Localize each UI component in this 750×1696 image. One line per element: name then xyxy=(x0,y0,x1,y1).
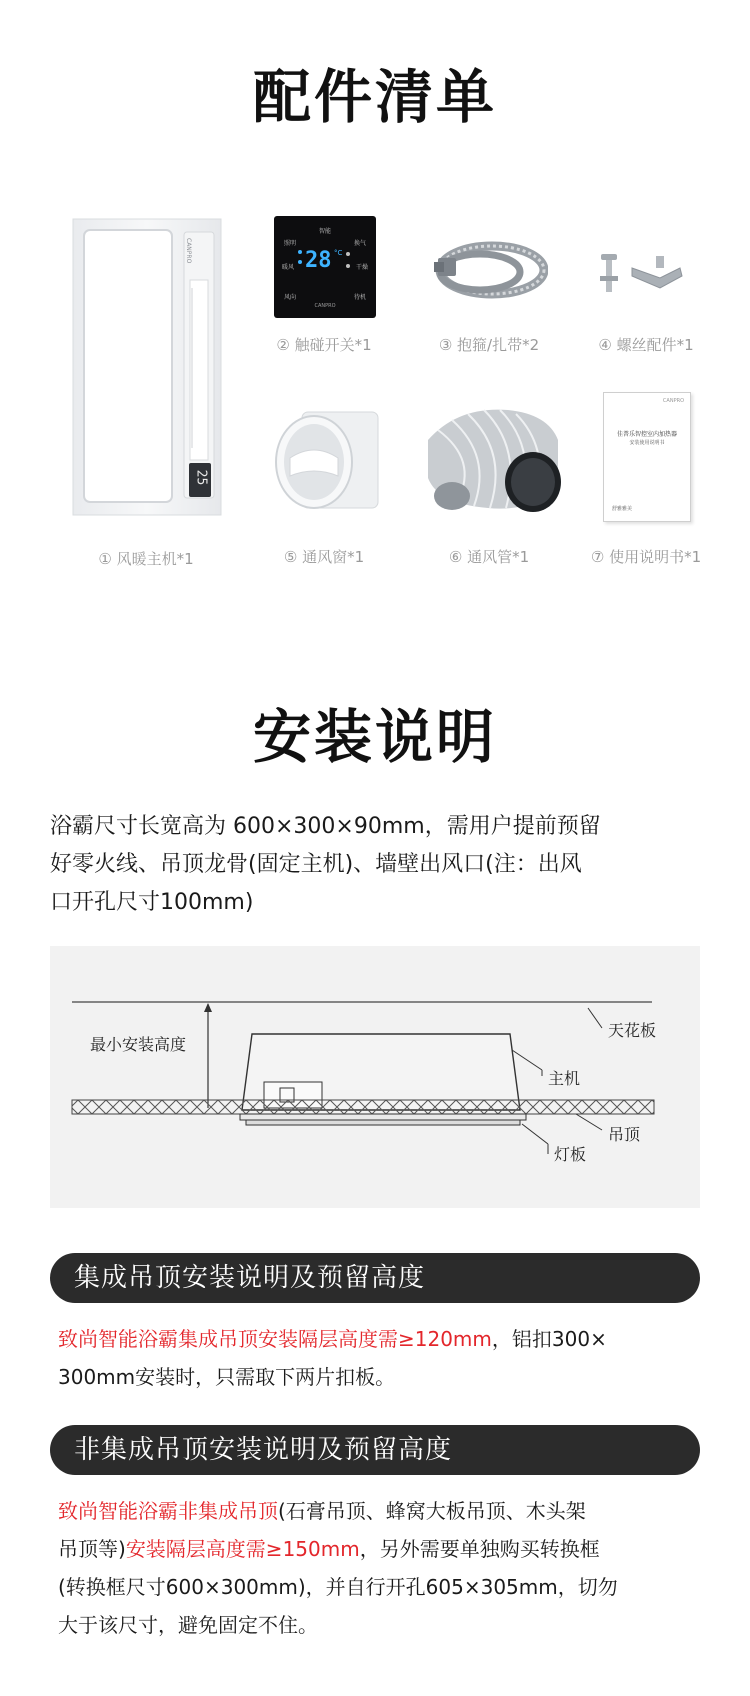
non-integrated-line-4: 大于该尺寸，避免固定不住。 xyxy=(58,1613,318,1637)
switch-label-top: 智能 xyxy=(318,228,331,235)
light-panel-label: 灯板 xyxy=(554,1145,587,1164)
intro-line: 浴霸尺寸长宽高为 600×300×90mm，需用户提前预留 xyxy=(50,814,601,839)
host-brand-text: CANPRO xyxy=(185,238,192,264)
integrated-line-1-rest: ，铝扣300× xyxy=(491,1327,607,1351)
integrated-ceiling-heading: 集成吊顶安装说明及预留高度 xyxy=(50,1253,700,1303)
suspended-ceiling-label: 吊顶 xyxy=(608,1125,641,1144)
switch-label-ml: 暖风 xyxy=(282,264,295,271)
accessory-caption: ⑤ 通风窗*1 xyxy=(283,548,365,566)
intro-line: 口开孔尺寸100mm) xyxy=(50,890,254,915)
section-title-accessories: 配件清单 xyxy=(252,63,497,131)
vent-window-image xyxy=(272,406,382,516)
section-title-installation: 安装说明 xyxy=(252,703,497,771)
integrated-requirement-text: 致尚智能浴霸集成吊顶安装隔层高度需≥120mm xyxy=(58,1327,492,1351)
host-display-digits: 25 xyxy=(193,469,209,486)
ventilation-duct-image xyxy=(418,400,568,518)
manual-footer-text: 舒雅雅美 xyxy=(612,506,633,512)
manual-subtitle-text: 安装使用说明书 xyxy=(629,440,665,446)
non-integrated-line-1-rest: (石膏吊顶、蜂窝大板吊顶、木头架 xyxy=(278,1499,586,1523)
switch-indicator-icon xyxy=(298,250,302,254)
accessory-caption: ④ 螺丝配件*1 xyxy=(598,336,694,354)
switch-label-mr: 干燥 xyxy=(355,264,368,271)
switch-label-tl: 照明 xyxy=(284,240,297,247)
integrated-line-1 xyxy=(58,1320,607,1358)
non-integrated-line-2-rest: ，另外需要单独购买转换框 xyxy=(359,1537,600,1561)
non-integrated-line-3: (转换框尺寸600×300mm)，并自行开孔605×305mm，切勿 xyxy=(58,1575,618,1599)
switch-indicator-icon xyxy=(346,264,350,268)
ceiling-label: 天花板 xyxy=(608,1021,657,1040)
host-label: 主机 xyxy=(548,1069,581,1088)
intro-line: 好零火线、吊顶龙骨(固定主机)、墙壁出风口(注：出风 xyxy=(50,852,582,877)
accessory-caption: ③ 抱箍/扎带*2 xyxy=(438,336,540,354)
user-manual-image xyxy=(603,392,691,522)
switch-label-bl: 风向 xyxy=(284,294,297,301)
hose-clamp-image xyxy=(432,236,548,304)
non-integrated-line-2-a: 吊顶等) xyxy=(58,1537,126,1561)
integrated-line-2: 300mm安装时，只需取下两片扣板。 xyxy=(58,1365,396,1389)
switch-brand-text: CANPRO xyxy=(314,303,336,309)
accessory-caption: ① 风暖主机*1 xyxy=(98,550,194,568)
installation-diagram xyxy=(50,946,700,1208)
switch-label-tr: 换气 xyxy=(353,240,366,247)
accessory-caption: ⑥ 通风管*1 xyxy=(448,548,530,566)
accessory-caption: ⑦ 使用说明书*1 xyxy=(590,548,702,566)
heater-host-image xyxy=(72,218,222,516)
touch-switch-image xyxy=(274,216,376,318)
manual-title-text: 佳普乐智控室内加热器 xyxy=(616,431,677,438)
non-integrated-ceiling-heading: 非集成吊顶安装说明及预留高度 xyxy=(50,1425,700,1475)
non-integrated-type-text: 致尚智能浴霸非集成吊顶 xyxy=(58,1499,278,1523)
min-install-height-label: 最小安装高度 xyxy=(90,1035,187,1054)
switch-indicator-icon xyxy=(346,252,350,256)
switch-temp-digits: 28 xyxy=(305,248,332,273)
screw-parts-image xyxy=(598,246,688,306)
switch-label-br: 待机 xyxy=(353,294,366,301)
non-integrated-line-2 xyxy=(58,1530,600,1568)
switch-indicator-icon xyxy=(298,260,302,264)
accessory-caption: ② 触碰开关*1 xyxy=(276,336,372,354)
switch-temp-unit: °C xyxy=(334,249,343,257)
manual-brand-text: CANPRO xyxy=(662,398,684,404)
non-integrated-requirement-text: 安装隔层高度需≥150mm xyxy=(125,1537,360,1561)
non-integrated-line-1 xyxy=(58,1492,586,1530)
